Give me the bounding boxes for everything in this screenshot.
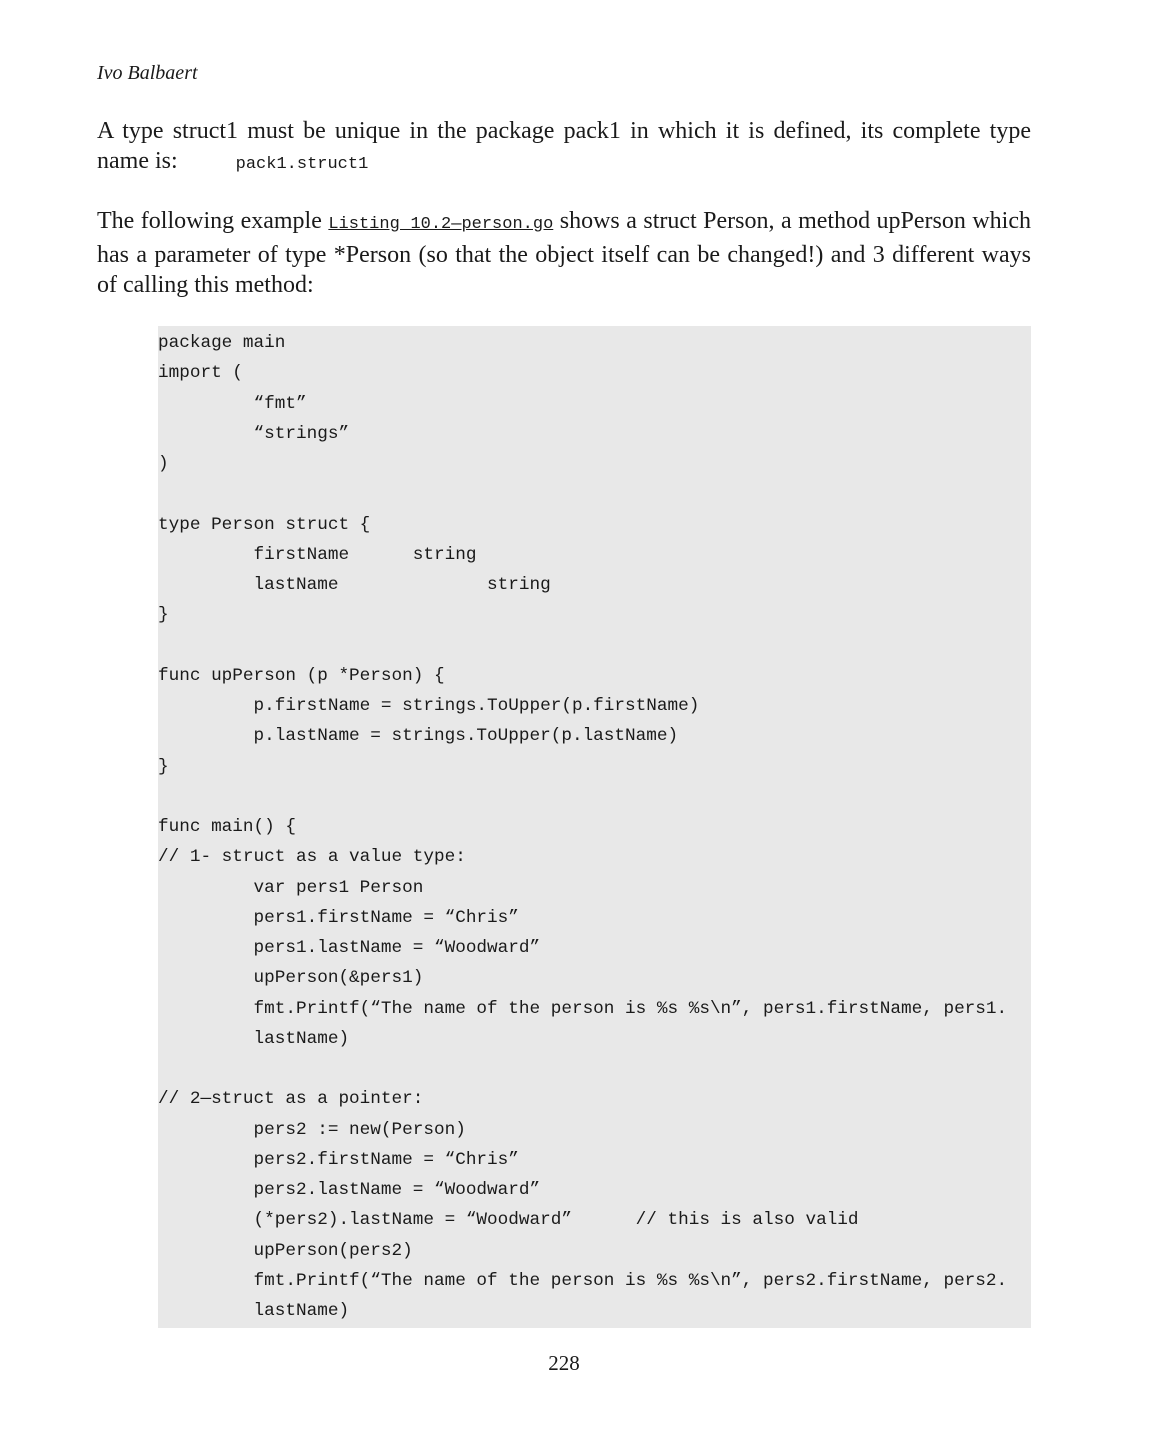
inline-code-type-name: pack1.struct1 [235,155,369,174]
code-line: package main [158,333,286,353]
code-line: fmt.Printf(“The name of the person is %s %s\n”, pers2.firstName, pers2. [158,1270,1008,1291]
code-line: upPerson(&pers1) [158,968,424,989]
code-line [158,479,1031,509]
paragraph-text: A type struct1 must be unique in the package pack1 in which it is defined, its complete type name is: [97,118,1031,174]
code-line: pers2.firstName = “Chris” [158,1149,519,1170]
code-line: } [158,605,169,626]
code-line: pers1.firstName = “Chris” [158,907,519,928]
code-line: upPerson(pers2) [158,1240,413,1261]
code-listing [158,326,1031,1328]
code-line [158,631,1031,661]
code-line: // 1- struct as a value type: [158,847,466,868]
code-line: lastName) [158,1301,350,1321]
paragraph-type-name [97,116,1031,180]
code-line: func upPerson (p *Person) { [158,665,445,686]
running-header-author: Ivo Balbaert [97,62,198,84]
code-line: import ( [158,363,243,384]
code-line: “fmt” [158,393,307,414]
code-line: (*pers2).lastName = “Woodward” // this is also valid [158,1210,859,1231]
code-line: lastName) [158,1028,350,1049]
code-line: lastName string [158,575,551,595]
paragraph-text-before: The following example [97,208,329,234]
code-line: firstName string [158,544,477,565]
paragraph-example-intro [97,206,1031,300]
code-line: fmt.Printf(“The name of the person is %s %s\n”, pers1.firstName, pers1. [158,998,1008,1019]
code-line [158,1054,1031,1084]
code-line: } [158,756,169,777]
code-line: “strings” [158,423,350,444]
code-line [158,782,1031,812]
code-line: pers2 := new(Person) [158,1119,466,1140]
paragraph-text-after: shows a struct Person, a method upPerson which has a parameter of type *Person (so that the object itself can be changed!) and 3 different ways of calling this method: [97,208,1032,298]
code-line: p.firstName = strings.ToUpper(p.firstName) [158,696,700,716]
code-line: func main() { [158,817,296,837]
code-line: // 2—struct as a pointer: [158,1089,424,1110]
page-number: 228 [548,1351,580,1375]
code-line: var pers1 Person [158,877,424,898]
code-line: ) [158,454,169,474]
code-line: p.lastName = strings.ToUpper(p.lastName) [158,726,679,747]
code-line: pers1.lastName = “Woodward” [158,938,541,958]
code-line: pers2.lastName = “Woodward” [158,1180,541,1200]
listing-link[interactable]: Listing 10.2—person.go [328,215,554,234]
code-line: type Person struct { [158,514,371,535]
